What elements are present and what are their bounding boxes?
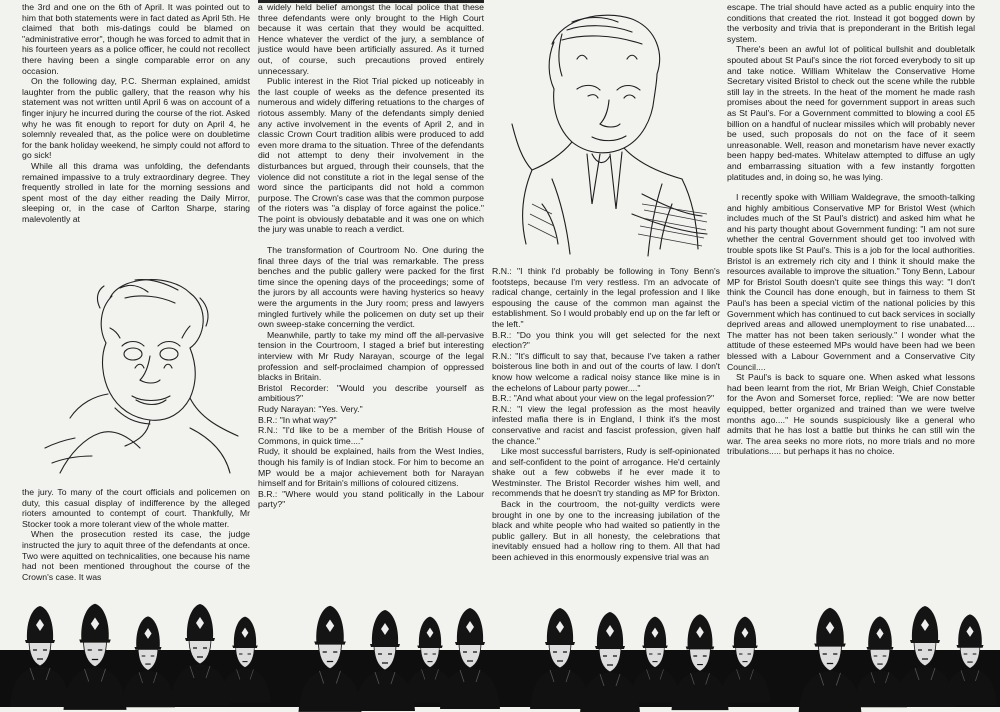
interview-line: B.R.: "Where would you stand politically in the Labour party?" [258,488,484,510]
paragraph: a widely held belief amongst the local police that these three defendants were only brought to the High Court because it was certain that they would be acquitted. Hence whatever the verdict of the jury, a semblance of justice would have been artificially assured. As it turned out, of course, such precautions proved entirely unnecessary. [258,2,484,76]
interview-line: Rudy Narayan: "Yes. Very." [258,403,363,414]
paragraph: On the following day, P.C. Sherman explained, amidst laughter from the public gallery, that the reason why his statement was not written until April 6 was on account of a finger injury he incurred during the course of the riot. Asked why he was fit enough to report for duty on April 4, he solemnly revealed that, as the police were on doubletime for the bank holiday weekend, he simply could not afford to go sick! [22,76,250,161]
interview-line: B.R.: "And what about your view on the legal profession?" [492,393,715,404]
paragraph: Like most successful barristers, Rudy is self-opinionated and self-confident to the point of arrogance. He'd certainly shake out a few cobwebs if he ever made it to Westminster. The Bristol Recorder wishes him well, and recommends that he doesn't try standing as MP for Brixton. [492,446,720,499]
article-column-1-lower [22,487,250,582]
article-column-1 [22,2,250,262]
interview-line: R.N.: "I'd like to be a member of the British House of Commons, in quick time...." [258,425,484,446]
paragraph: the jury. To many of the court officials and policemen on duty, this casual display of indifference by the alleged rioters amounted to contempt of court. Thankfully, Mr Stocker took a more tolerant view of the whole matter. [22,487,250,529]
article-column-4 [727,2,975,572]
paragraph: Back in the courtroom, the not-guilty verdicts were brought in one by one to the increasing jubilation of the black and white people who had waited so patiently in the public gallery. But in all honesty, the celebrations that inevitably ensued had a hollow ring to them. All that had been achieved in this enormously expensive trial was an [492,499,720,563]
interview-line: R.N.: "I think I'd probably be following in Tony Benn's footsteps, because I'm very restless. I'm an advocate of radical change, certainly in the legal profession and I like espousing the cause of the common man against the establishment. So I would probably end up on the far left or the left." [492,266,720,329]
police-line-illustration [0,590,1000,707]
paragraph: There's been an awful lot of political bullshit and doubletalk spouted about St Paul's since the riot forced everybody to sit up and take notice. William Whitelaw the Conservative Home Secretary visited Bristol to check out the scene while the rubble still lay in the streets. In the heat of the moment he made rash promises about the need for government support in areas such as St Paul's. For a Government committed to blowing a cool £5 billion on a handful of nuclear missiles which will probably never be used, such proposals do not on the face of it seem unreasonable. Well, reason and monetarism have never exactly been happy bed-mates. Whitelaw attempted to diffuse an ugly and embarrassing situation with a few instantly forgotten platitudes and, in doing so, he was lying. [727,44,975,182]
interview-line: B.R.: "In what way?" [258,414,337,425]
paragraph: Meanwhile, partly to take my mind off the all-pervasive tension in the Courtroom, I staged a brief but interesting interview with Mr Rudy Narayan, scourge of the legal profession and self-proclaimed champion of oppressed blacks in Britain. [258,329,484,383]
interview-line: R.N.: "It's difficult to say that, because I've taken a rather boisterous line both in and out of the courts of law. I don't know how welcome a radical noisy stance like mine is in the echelons of Labour party power...." [492,350,720,393]
judge-sketch-illustration [492,4,720,262]
article-column-2 [258,2,484,572]
paragraph: the 3rd and one on the 6th of April. It was pointed out to him that both statements were in fact dated as April 5th. He claimed that both mis-datings could be blamed on "administrative error", though he was forced to admit that in his fourteen years as a police officer, he could not recollect there having been a single comparable error on any occasion. [22,2,250,76]
paragraph: escape. The trial should have acted as a public enquiry into the conditions that created the riot. Instead it got bogged down by the verbosity and trivia that is preponderant in the British legal system. [727,2,975,44]
paragraph: I recently spoke with William Waldegrave, the smooth-talking and highly ambitious Conservative MP for Bristol West (which includes much of the St Paul's district) and asked him what he and his party thought about Government funding: "I am not sure whether the central Government should get too involved with trouble spots like St Paul's. This is a job for the local authorities. Bristol is an extremely rich city and I think it should make the resources available to improve the situation." Tony Benn, Labour MP for Bristol South doesn't quite see things this way: "I don't think the Council has done enough, but in fairness to them St Paul's has been a special victim of the national policies by this Government which has continued to cut back services in socially deprived areas and allowed unemployment to rise unabated.... The matter has not been taken seriously." I wonder what the attitude of these esteemed MPs would have been had we been blessed with a Labour Government and a Conservative City Council.... [727,192,975,372]
paragraph: Rudy, it should be explained, hails from the West Indies, though his family is of Indian stock. For him to become an MP would be a major achievement both for Narayan himself and for Britain's millions of coloured citizens. [258,446,484,489]
paragraph: St Paul's is back to square one. When asked what lessons had been learnt from the riot, Mr Brian Weigh, Chief Constable for the Avon and Somerset force, replied: "We are now better equipped, better organized and trained than we were twelve months ago...." He sounds suspiciously like a general who admits that he has lost a battle but thinks he can still win the war. The area seeks no more riots, no more trials and no more tribulations..... but perhaps it has no choice. [727,372,975,457]
paragraph: The transformation of Courtroom No. One during the final three days of the trial was remarkable. The press benches and the public gallery were packed for the first time since the opening days of the proceedings; some of the jurors by all accounts were having hysterics so heavy were the arguments in the Jury room; press and lawyers mingled furtively while the policemen on duty set up their own sweep-stake concerning the verdict. [258,245,484,330]
paragraph: When the prosecution rested its case, the judge instructed the jury to aquit three of the defendants at once. Two were aquitted on technicalities, one because his name had not been mentioned throughout the course of the Crown's case. It was [22,529,250,582]
paragraph: While all this drama was unfolding, the defendants remained impassive to a truly extraordinary degree. They frequently strolled in late for the morning sessions and spent most of the day either reading the Daily Mirror, sleeping or, in the case of Carlton Sharpe, staring malevolently at [22,160,250,224]
paragraph: Public interest in the Riot Trial picked up noticeably in the last couple of weeks as the defence presented its numerous and widely differing retuations to the charges of riotous assembly. Many of the defendants simply denied any active involvement in the events of April 2, and in classic Crown Court tradition alibis were produced to add even more drama to the situation. Three of the defendants did not attempt to deny their involvement in the disturbances but argued, through their counsels, that the violence did not constitute a riot in the legal sense of the word since the participants did not hold a common purpose. The Crown's case was that the common purpose of the rioters was "a display of force against the police." The point is obviously debatable and it was one on which the jury was unable to reach a verdict. [258,76,484,235]
interview-line: B.R.: "Do you think you will get selected for the next election?" [492,329,720,351]
interview-line: Bristol Recorder: "Would you describe yourself as ambitious?" [258,382,484,404]
interview-line: R.N.: "I view the legal profession as the most heavily infested mafia there is in England, I think it's the most conservative and racist and fascist profession, given half the chance." [492,403,720,446]
defendant-sketch-illustration [40,268,250,483]
article-column-3 [492,266,720,572]
